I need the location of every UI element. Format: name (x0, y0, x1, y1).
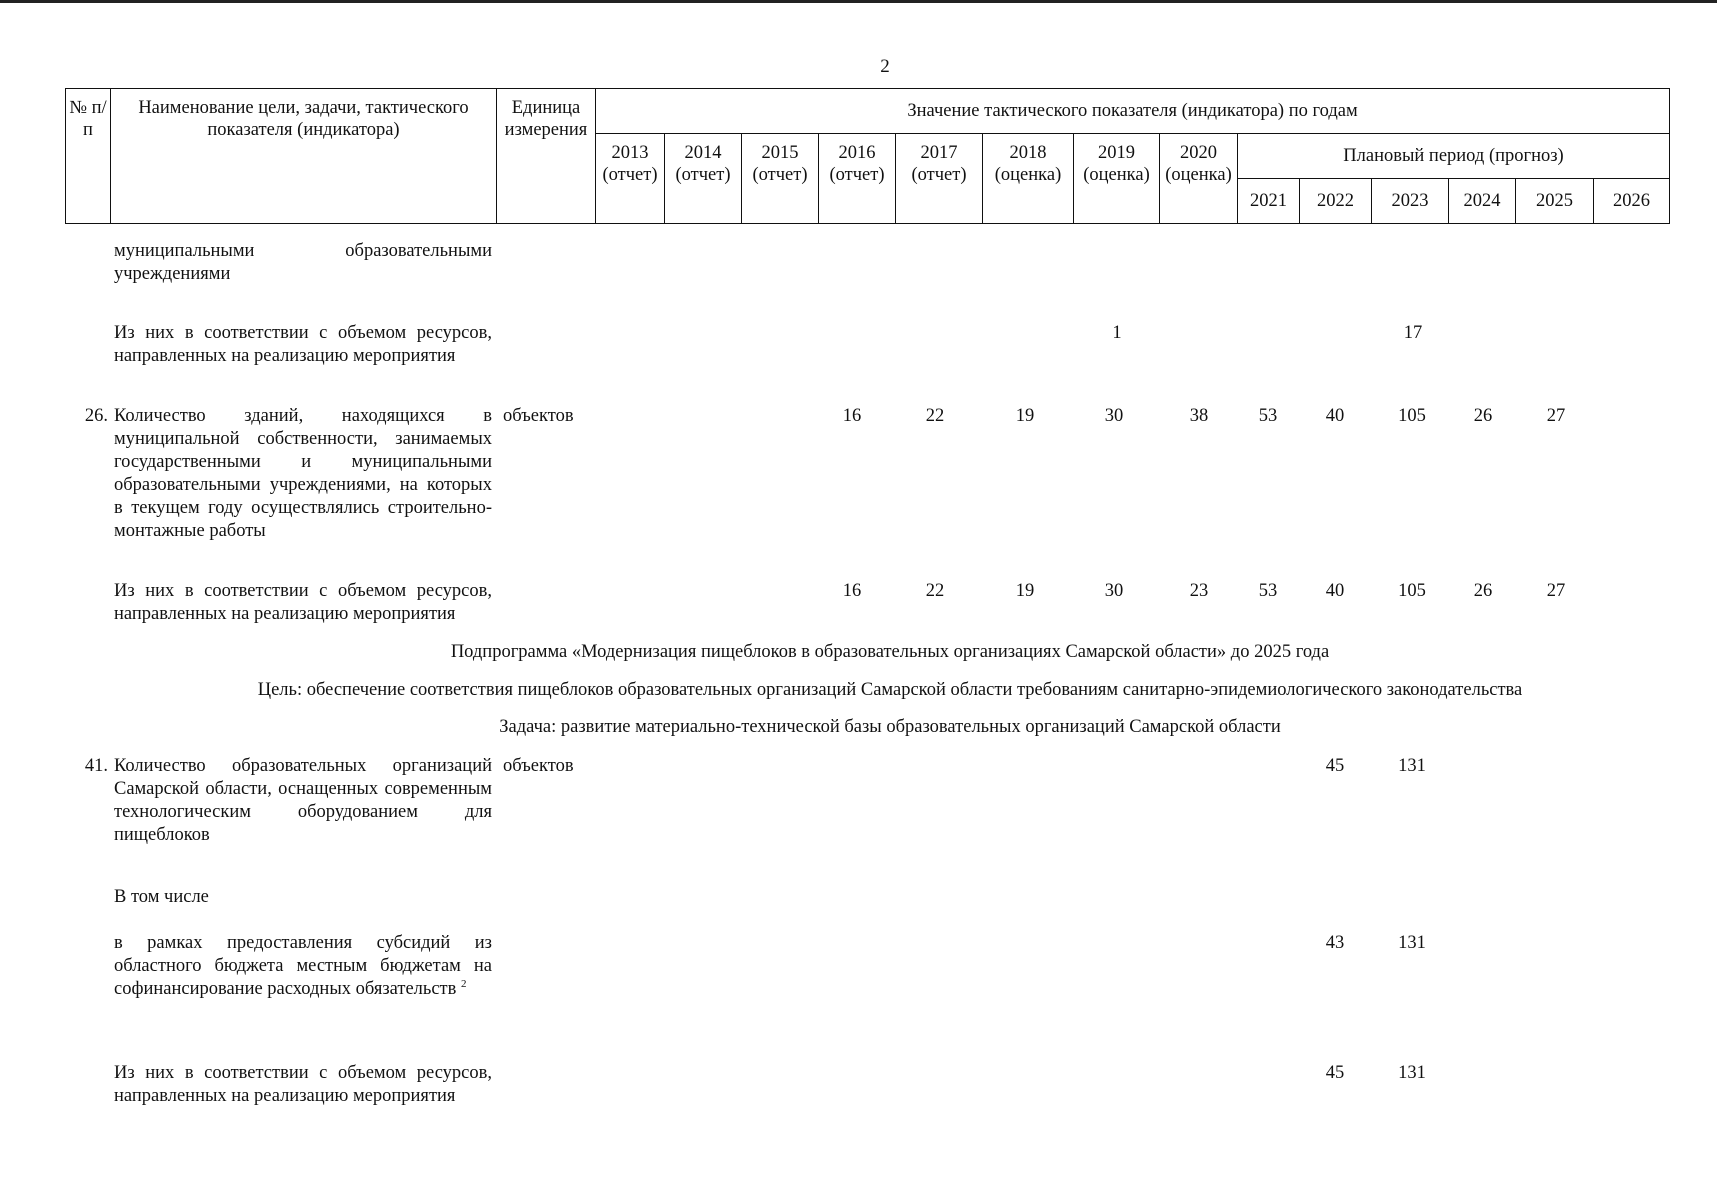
goal-text: Цель: обеспечение соответствия пищеблоков образовательных организаций Самарской области требованиям санитарно-эпидемиологического законодательства (257, 680, 1523, 700)
row-26-sub-value-2020: 23 (1189, 581, 1209, 601)
header-num: № п/п (66, 89, 111, 224)
row-sub-value-2023: 17 (1403, 323, 1423, 343)
row-26-value-2024: 26 (1473, 406, 1493, 426)
footnote-mark: 2 (461, 977, 467, 990)
subprogram-title: Подпрограмма «Модернизация пищеблоков в образовательных организациях Самарской области» до 2025 года (450, 642, 1330, 662)
row-41-value-2022: 45 (1325, 756, 1345, 776)
row-26-name: Количество зданий, находящихся в муниципальной собственности, занимаемых государственными и муниципальными образовательными учреждениями, на которых в текущем году осуществлялись строительно-монтажные работы (114, 406, 492, 541)
row-41-including-label: В том числе (114, 887, 209, 907)
header-year-2026: 2026 (1594, 179, 1670, 224)
row-41-sub-value-2022: 45 (1325, 1063, 1345, 1083)
header-values-group: Значение тактического показателя (индикатора) по годам (596, 89, 1670, 134)
row-41-subsidy-value-2023: 131 (1398, 933, 1426, 953)
row-26-sub-value-2023: 105 (1398, 581, 1426, 601)
row-26-sub-value-2018: 19 (1015, 581, 1035, 601)
page-number: 2 (880, 56, 890, 77)
row-26-sub-value-2019: 30 (1104, 581, 1124, 601)
header-year-2016: 2016 (отчет) (819, 134, 896, 224)
row-41-value-2023: 131 (1398, 756, 1426, 776)
row-41-sub-name: Из них в соответствии с объемом ресурсов, направленных на реализацию мероприятия (114, 1063, 492, 1106)
row-26-sub-value-2017: 22 (925, 581, 945, 601)
row-26-sub-value-2024: 26 (1473, 581, 1493, 601)
row-26-value-2025: 27 (1546, 406, 1566, 426)
row-26-unit: объектов (503, 406, 574, 426)
row-continuation-name: муниципальными образовательными учреждениями (114, 241, 492, 284)
row-41-subsidy-value-2022: 43 (1325, 933, 1345, 953)
row-26-number: 26. (84, 406, 108, 426)
row-sub-name: Из них в соответствии с объемом ресурсов, направленных на реализацию мероприятия (114, 323, 492, 366)
row-41-name: Количество образовательных организаций Самарской области, оснащенных современным технологическим оборудованием для пищеблоков (114, 756, 492, 845)
header-year-2018: 2018 (оценка) (983, 134, 1074, 224)
header-year-2022: 2022 (1300, 179, 1372, 224)
row-41-sub-value-2023: 131 (1398, 1063, 1426, 1083)
header-year-2025: 2025 (1516, 179, 1594, 224)
header-year-2013: 2013 (отчет) (596, 134, 665, 224)
header-unit: Единица измерения (497, 89, 596, 224)
row-26-value-2020: 38 (1189, 406, 1209, 426)
header-year-2024: 2024 (1449, 179, 1516, 224)
header-year-2017: 2017 (отчет) (896, 134, 983, 224)
row-26-value-2021: 53 (1258, 406, 1278, 426)
header-year-2015: 2015 (отчет) (742, 134, 819, 224)
row-26-sub-value-2022: 40 (1325, 581, 1345, 601)
row-41-subsidy-name: в рамках предоставления субсидий из областного бюджета местным бюджетам на софинансирование расходных обязательств $^2$ (114, 933, 492, 999)
header-year-2019: 2019 (оценка) (1074, 134, 1160, 224)
header-year-2021: 2021 (1238, 179, 1300, 224)
row-26-value-2023: 105 (1398, 406, 1426, 426)
header-name: Наименование цели, задачи, тактического показателя (индикатора) (111, 89, 497, 224)
row-26-sub-value-2025: 27 (1546, 581, 1566, 601)
row-26-sub-value-2021: 53 (1258, 581, 1278, 601)
row-sub-value-2019: 1 (1112, 323, 1122, 343)
header-year-2023: 2023 (1372, 179, 1449, 224)
task-text: Задача: развитие материально-технической базы образовательных организаций Самарской области (499, 717, 1281, 737)
row-26-value-2022: 40 (1325, 406, 1345, 426)
header-year-2020: 2020 (оценка) (1160, 134, 1238, 224)
row-26-value-2019: 30 (1104, 406, 1124, 426)
header-year-2014: 2014 (отчет) (665, 134, 742, 224)
row-41-unit: объектов (503, 756, 574, 776)
row-26-sub-value-2016: 16 (842, 581, 862, 601)
row-26-sub-name: Из них в соответствии с объемом ресурсов, направленных на реализацию мероприятия (114, 581, 492, 624)
row-26-value-2016: 16 (842, 406, 862, 426)
header-planned-period: Плановый период (прогноз) (1238, 134, 1670, 179)
row-41-number: 41. (84, 756, 108, 776)
row-26-value-2018: 19 (1015, 406, 1035, 426)
row-26-value-2017: 22 (925, 406, 945, 426)
